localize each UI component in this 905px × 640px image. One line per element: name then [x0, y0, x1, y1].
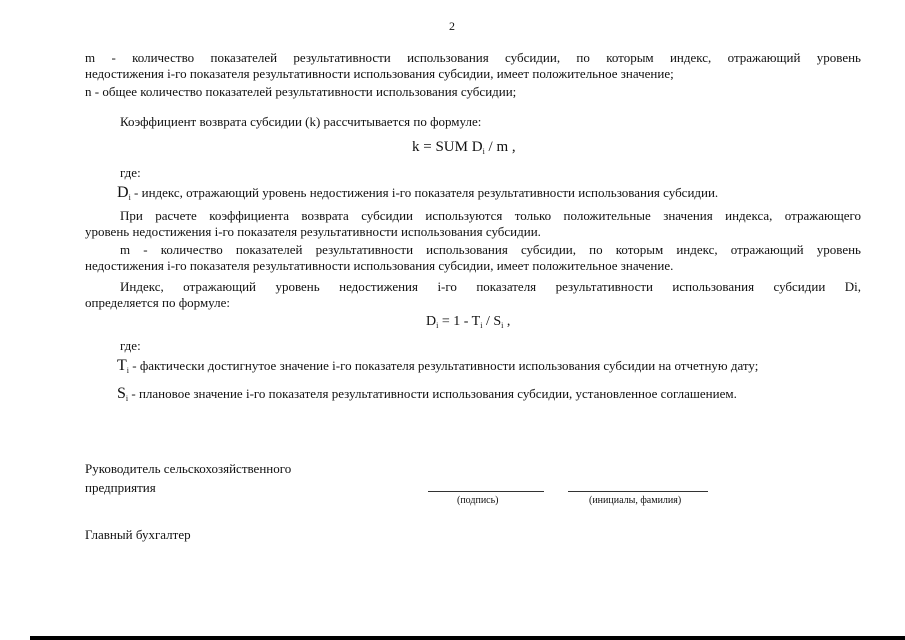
formula-text: / S	[482, 314, 502, 329]
paragraph-di-intro	[120, 279, 861, 295]
name-line	[568, 491, 708, 492]
scan-edge	[30, 636, 905, 640]
signature-caption: (подпись)	[457, 495, 499, 506]
formula-di	[426, 314, 510, 330]
scan-edge	[0, 636, 30, 640]
formula-text: = 1 - T	[438, 314, 481, 329]
text-line: определяется по формуле:	[85, 295, 230, 310]
di-definition	[117, 185, 718, 206]
definition-text: - фактически достигнутое значение i-го показателя результативности использования субсидии на отчетную дату;	[129, 358, 759, 373]
formula-subscript: i	[501, 321, 504, 330]
formula-text: ,	[503, 314, 511, 329]
symbol-t: T	[117, 357, 127, 374]
formula-text: k = SUM D	[412, 139, 483, 155]
signature-line	[428, 491, 544, 492]
paragraph-m-definition-2	[120, 242, 861, 258]
paragraph-m-definition	[85, 50, 861, 66]
signature-chief-accountant: Главный бухгалтер	[85, 527, 191, 542]
where-label: где:	[120, 338, 141, 353]
text-line: недостижения i-го показателя результативности использования субсидии, имеет положительное значение;	[85, 66, 674, 81]
signature-head-title-line1: Руководитель сельскохозяйственного	[85, 461, 292, 476]
symbol-s: S	[117, 385, 126, 402]
symbol-subscript: i	[128, 193, 131, 202]
formula-text: / m ,	[484, 139, 516, 155]
text-line: m - количество показателей результативности использования субсидии, по которым индекс, отражающий уровень	[85, 50, 861, 65]
paragraph-k-intro: Коэффициент возврата субсидии (k) рассчитывается по формуле:	[120, 114, 482, 129]
si-definition	[117, 386, 737, 407]
text-line: недостижения i-го показателя результативности использования субсидии, имеет положительное значение.	[85, 258, 674, 273]
formula-text: D	[426, 314, 437, 329]
formula-subscript: i	[436, 321, 439, 330]
definition-text: - плановое значение i-го показателя результативности использования субсидии, установленное соглашением.	[128, 386, 737, 401]
symbol-d: D	[117, 184, 129, 201]
symbol-subscript: i	[125, 394, 129, 403]
signature-head-title-line2: предприятия	[85, 480, 156, 495]
definition-text: - индекс, отражающий уровень недостижения i-го показателя результативности использования субсидии.	[130, 185, 719, 200]
formula-subscript: i	[482, 147, 485, 156]
formula-k	[412, 139, 516, 156]
page-number: 2	[449, 19, 455, 33]
name-caption: (инициалы, фамилия)	[589, 495, 682, 506]
text-line: m - количество показателей результативности использования субсидии, по которым индекс, отражающий уровень	[120, 242, 861, 257]
formula-subscript: i	[480, 321, 483, 330]
symbol-subscript: i	[126, 366, 130, 375]
text-line: уровень недостижения i-го показателя результативности использования субсидии.	[85, 224, 541, 239]
ti-definition	[117, 358, 758, 379]
text-line: Индекс, отражающий уровень недостижения i-го показателя результативности использования субсидии Di,	[120, 279, 861, 294]
paragraph-n-definition: n - общее количество показателей результативности использования субсидии;	[85, 84, 517, 99]
where-label: где:	[120, 165, 141, 180]
text-line: При расчете коэффициента возврата субсидии используются только положительные значения индекса, отражающего	[120, 208, 861, 223]
paragraph-positive-values	[120, 208, 861, 224]
